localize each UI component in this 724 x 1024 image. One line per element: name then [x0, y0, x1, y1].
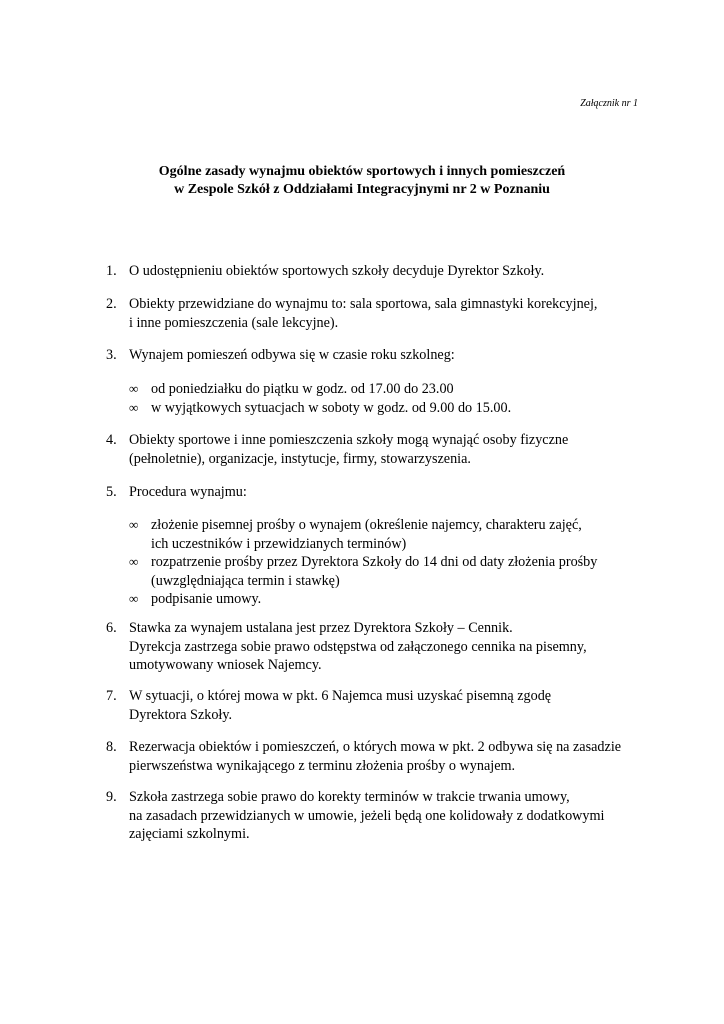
- item-number: 2.: [106, 296, 117, 312]
- item-text-line: Szkoła zastrzega sobie prawo do korekty terminów w trakcie trwania umowy,: [129, 789, 570, 805]
- infinity-bullet-icon: ∞: [129, 399, 139, 415]
- bullet-text-line: w wyjątkowych sytuacjach w soboty w godz. od 9.00 do 15.00.: [151, 399, 512, 416]
- list-item-1: [106, 262, 666, 281]
- item-text-line: Dyrekcja zastrzega sobie prawo odstępstwa od załączonego cennika na pisemny,: [129, 638, 587, 655]
- item-number: 4.: [106, 432, 117, 448]
- item-number: 6.: [106, 620, 117, 636]
- item-text-line: umotywowany wniosek Najemcy.: [129, 657, 322, 673]
- item-number: 7.: [106, 688, 117, 704]
- infinity-bullet-icon: ∞: [129, 554, 139, 569]
- item-text-line: Wynajem pomieszeń odbywa się w czasie roku szkolneg:: [129, 347, 455, 363]
- bullet-item: [129, 516, 669, 553]
- bullet-item: [129, 380, 669, 399]
- infinity-bullet-icon: ∞: [129, 517, 139, 532]
- infinity-bullet-icon: ∞: [129, 591, 139, 606]
- item-text-line: Obiekty przewidziane do wynajmu to: sala sportowa, sala gimnastyki korekcyjnej,: [129, 296, 598, 312]
- item-text-line: Dyrektora Szkoły.: [129, 706, 233, 723]
- bullet-text-line: od poniedziałku do piątku w godz. od 17.00 do 23.00: [151, 381, 454, 397]
- list-item-7: [106, 687, 666, 724]
- item-number: 9.: [106, 789, 117, 805]
- item-text-line: W sytuacji, o której mowa w pkt. 6 Najemca musi uzyskać pisemną zgodę: [129, 688, 552, 704]
- bullet-item: [129, 590, 669, 609]
- list-item-8: [106, 738, 666, 775]
- item-text-line: Stawka za wynajem ustalana jest przez Dyrektora Szkoły – Cennik.: [129, 620, 513, 636]
- list-item-9: [106, 788, 666, 844]
- item-number: 3.: [106, 347, 117, 363]
- title-line-2: w Zespole Szkół z Oddziałami Integracyjnymi nr 2 w Poznaniu: [174, 182, 550, 197]
- item-text-line: Procedura wynajmu:: [129, 484, 247, 500]
- bullet-text-line: złożenie pisemnej prośby o wynajem (określenie najemcy, charakteru zajęć,: [151, 517, 582, 533]
- item-text-line: Obiekty sportowe i inne pomieszczenia szkoły mogą wynająć osoby fizyczne: [129, 432, 569, 448]
- item-text-line: i inne pomieszczenia (sale lekcyjne).: [129, 314, 339, 331]
- item-number: 1.: [106, 263, 117, 279]
- item-text-line: na zasadach przewidzianych w umowie, jeżeli będą one kolidowały z dodatkowymi: [129, 807, 605, 824]
- bullet-text-line: ich uczestników i przewidzianych terminów): [151, 535, 407, 552]
- bullet-text-line: (uwzględniająca termin i stawkę): [151, 572, 340, 589]
- item-number: 8.: [106, 739, 117, 755]
- list-item-6: [106, 619, 666, 675]
- bullet-text-line: podpisanie umowy.: [151, 591, 262, 607]
- bullet-item: [129, 399, 669, 418]
- item-5-bullet-list: [129, 516, 669, 609]
- item-text-line: (pełnoletnie), organizacje, instytucje, firmy, stowarzyszenia.: [129, 450, 471, 467]
- bullet-item: [129, 553, 669, 590]
- list-item-5: [106, 483, 666, 502]
- list-item-2: [106, 295, 666, 332]
- item-text-line: pierwszeństwa wynikającego z terminu złożenia prośby o wynajem.: [129, 757, 516, 774]
- list-item-4: [106, 431, 666, 468]
- item-text-line: O udostępnieniu obiektów sportowych szkoły decyduje Dyrektor Szkoły.: [129, 263, 545, 279]
- list-item-3: [106, 346, 666, 365]
- infinity-bullet-icon: ∞: [129, 381, 139, 396]
- document-title: [0, 163, 724, 199]
- bullet-text-line: rozpatrzenie prośby przez Dyrektora Szkoły do 14 dni od daty złożenia prośby: [151, 554, 598, 570]
- item-text-line: zajęciami szkolnymi.: [129, 826, 250, 842]
- title-line-1: Ogólne zasady wynajmu obiektów sportowych i innych pomieszczeń: [158, 164, 566, 179]
- item-text-line: Rezerwacja obiektów i pomieszczeń, o których mowa w pkt. 2 odbywa się na zasadzie: [129, 739, 622, 755]
- annex-label: Załącznik nr 1: [580, 98, 638, 109]
- item-number: 5.: [106, 484, 117, 500]
- item-3-bullet-list: [129, 380, 669, 417]
